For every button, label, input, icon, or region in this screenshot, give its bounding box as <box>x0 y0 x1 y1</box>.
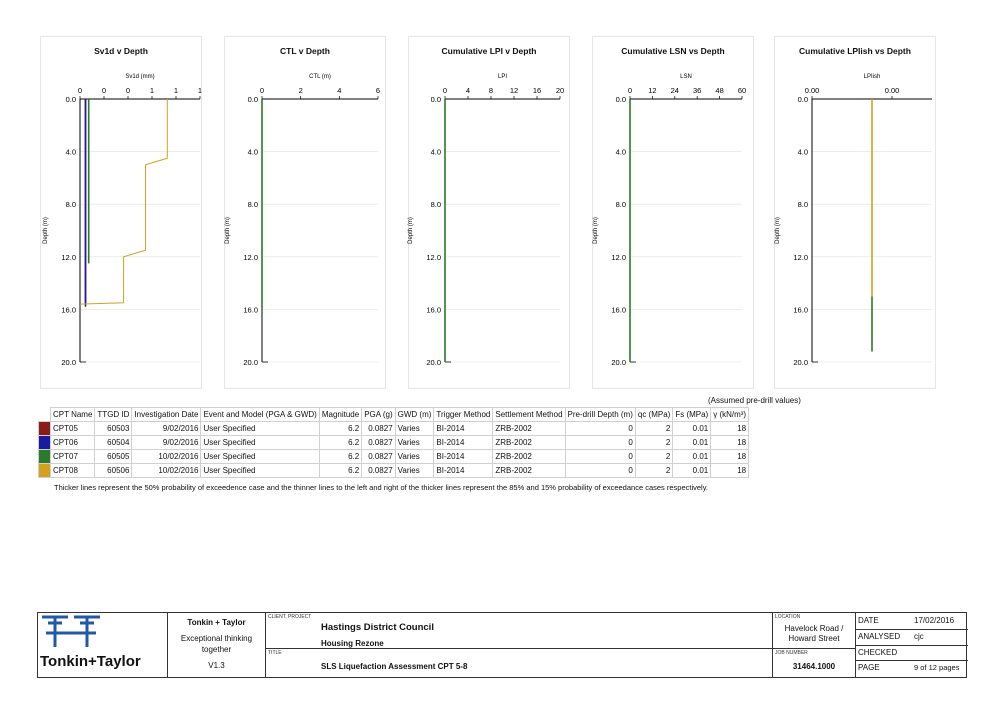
x-tick-label: 1 <box>173 86 179 95</box>
depth-tick-label: 20.0 <box>611 358 626 367</box>
depth-tick-label: 16.0 <box>426 305 441 315</box>
table-cell: 9/02/2016 <box>132 422 201 436</box>
table-cell: CPT05 <box>51 422 95 436</box>
location-label: LOCATION <box>775 614 801 620</box>
tagline-1: Exceptional thinking <box>180 634 253 643</box>
x-tick-label: 16 <box>532 86 542 95</box>
depth-tick-label: 12.0 <box>61 252 76 262</box>
table-cell: 0 <box>565 464 635 478</box>
depth-tick-label: 12.0 <box>243 252 258 262</box>
table-cell: 0 <box>565 436 635 450</box>
x-tick-label: 0 <box>627 86 633 95</box>
company-name: Tonkin + Taylor <box>187 618 246 627</box>
table-cell: BI-2014 <box>434 436 493 450</box>
table-cell: 6.2 <box>319 436 361 450</box>
table-cell: 6.2 <box>319 422 361 436</box>
y-axis-label: Depth (m) <box>43 217 49 244</box>
x-tick-label: 0 <box>259 86 265 95</box>
depth-tick-label: 20.0 <box>793 358 808 367</box>
analysed-value: cjc <box>914 632 924 641</box>
date-value: 17/02/2016 <box>914 616 955 625</box>
column-header: Settlement Method <box>493 408 565 422</box>
page-label: PAGE <box>858 663 880 672</box>
x-tick-label: 60 <box>737 86 747 95</box>
x-tick-label: 2 <box>298 86 303 95</box>
page-value: 9 of 12 pages <box>914 663 960 672</box>
x-tick-label: 4 <box>337 86 342 95</box>
depth-tick-label: 16.0 <box>611 305 626 315</box>
table-row <box>39 422 749 436</box>
column-header: γ (kN/m³) <box>711 408 749 422</box>
x-tick-label: 0.00 <box>804 86 820 95</box>
y-axis-label: Depth (m) <box>408 217 414 244</box>
x-axis-label: LPIish <box>863 74 881 80</box>
depth-tick-label: 16.0 <box>243 305 258 315</box>
depth-tick-label: 8.0 <box>797 200 808 210</box>
table-cell: Varies <box>395 464 434 478</box>
table-cell: 2 <box>635 422 672 436</box>
x-tick-label: 1 <box>149 86 155 95</box>
depth-tick-label: 16.0 <box>793 305 808 315</box>
location-line-2: Howard Street <box>788 634 840 643</box>
table-row <box>39 436 749 450</box>
table-cell: User Specified <box>201 436 319 450</box>
column-header: Event and Model (PGA & GWD) <box>201 408 319 422</box>
column-header: qc (MPa) <box>635 408 672 422</box>
x-tick-label: 24 <box>670 86 679 95</box>
y-axis-label: Depth (m) <box>775 217 781 244</box>
column-header: Magnitude <box>319 408 361 422</box>
table-cell: 18 <box>711 464 749 478</box>
table-cell: 0.0827 <box>362 464 395 478</box>
table-cell: 60506 <box>95 464 132 478</box>
table-cell: 0 <box>565 450 635 464</box>
depth-tick-label: 4.0 <box>247 147 258 157</box>
y-axis-label: Depth (m) <box>225 217 231 244</box>
table-cell: ZRB-2002 <box>493 422 565 436</box>
chart-title: Cumulative LPIish vs Depth <box>799 46 911 56</box>
title-block <box>37 612 967 678</box>
checked-label: CHECKED <box>858 648 898 657</box>
table-cell: Varies <box>395 450 434 464</box>
table-header-row <box>39 408 749 422</box>
job-number: 31464.1000 <box>792 662 836 671</box>
depth-tick-label: 12.0 <box>793 252 808 262</box>
x-axis-label: Sv1d (mm) <box>125 74 155 80</box>
x-tick-label: 12 <box>509 86 519 95</box>
table-cell: 0.0827 <box>362 450 395 464</box>
column-header: Fs (MPa) <box>673 408 711 422</box>
column-header: Investigation Date <box>132 408 201 422</box>
drawing-title: SLS Liquefaction Assessment CPT 5-8 <box>321 662 468 671</box>
depth-tick-label: 0.0 <box>615 95 626 104</box>
depth-tick-label: 4.0 <box>797 147 808 157</box>
depth-tick-label: 8.0 <box>65 200 76 210</box>
depth-tick-label: 16.0 <box>61 305 76 315</box>
depth-tick-label: 12.0 <box>611 252 626 262</box>
depth-tick-label: 8.0 <box>430 200 441 210</box>
depth-tick-label: 20.0 <box>426 358 441 367</box>
swatch-header <box>39 408 51 422</box>
x-tick-label: 0 <box>101 86 107 95</box>
x-tick-label: 0.00 <box>884 86 900 95</box>
table-cell: 60505 <box>95 450 132 464</box>
table-cell: BI-2014 <box>434 464 493 478</box>
depth-tick-label: 0.0 <box>797 95 808 104</box>
depth-tick-label: 8.0 <box>247 200 258 210</box>
table-cell: User Specified <box>201 464 319 478</box>
location-line-1: Havelock Road / <box>784 624 844 633</box>
table-cell: 10/02/2016 <box>132 450 201 464</box>
analysed-label: ANALYSED <box>858 632 901 641</box>
column-header: Trigger Method <box>434 408 493 422</box>
x-axis-label: CTL (m) <box>309 74 331 80</box>
series-color-swatch <box>39 450 51 464</box>
table-cell: ZRB-2002 <box>493 436 565 450</box>
table-cell: CPT07 <box>51 450 95 464</box>
chart-title: CTL v Depth <box>280 46 330 56</box>
depth-tick-label: 4.0 <box>65 147 76 157</box>
table-cell: ZRB-2002 <box>493 464 565 478</box>
column-header: GWD (m) <box>395 408 434 422</box>
x-tick-label: 1 <box>197 86 203 95</box>
chart-title: Cumulative LPI v Depth <box>441 46 537 56</box>
table-cell: 6.2 <box>319 450 361 464</box>
column-header: PGA (g) <box>362 408 395 422</box>
x-tick-label: 48 <box>715 86 724 95</box>
table-cell: 9/02/2016 <box>132 436 201 450</box>
chart-title: Cumulative LSN vs Depth <box>621 46 725 56</box>
x-axis-label: LSN <box>680 74 692 80</box>
table-cell: 60503 <box>95 422 132 436</box>
series-color-swatch <box>39 464 51 478</box>
depth-tick-label: 8.0 <box>615 200 626 210</box>
table-cell: 18 <box>711 436 749 450</box>
table-cell: 2 <box>635 436 672 450</box>
depth-tick-label: 0.0 <box>430 95 441 104</box>
x-tick-label: 0 <box>77 86 83 95</box>
series-color-swatch <box>39 436 51 450</box>
table-cell: 0.01 <box>673 422 711 436</box>
table-cell: BI-2014 <box>434 422 493 436</box>
column-header: CPT Name <box>51 408 95 422</box>
table-cell: User Specified <box>201 422 319 436</box>
tonkin-taylor-logo-icon <box>38 613 104 651</box>
table-cell: 18 <box>711 422 749 436</box>
table-note: Thicker lines represent the 50% probability of exceedence case and the thinner lines to the left and right of the thicker lines represent the 85% and 15% probability of exceedance cases respectively. <box>54 483 708 492</box>
table-cell: 0 <box>565 422 635 436</box>
table-cell: CPT06 <box>51 436 95 450</box>
table-cell: 0.0827 <box>362 422 395 436</box>
y-axis-label: Depth (m) <box>593 217 599 244</box>
table-cell: 2 <box>635 464 672 478</box>
x-tick-label: 6 <box>375 86 381 95</box>
table-cell: 0.0827 <box>362 436 395 450</box>
table-cell: 6.2 <box>319 464 361 478</box>
table-cell: ZRB-2002 <box>493 450 565 464</box>
table-cell: 0.01 <box>673 436 711 450</box>
table-cell: 10/02/2016 <box>132 464 201 478</box>
table-cell: BI-2014 <box>434 450 493 464</box>
table-cell: 0.01 <box>673 464 711 478</box>
title-label: TITLE <box>268 650 282 656</box>
date-label: DATE <box>858 616 879 625</box>
table-cell: 60504 <box>95 436 132 450</box>
logo-text: Tonkin+Taylor <box>40 653 141 670</box>
table-cell: Varies <box>395 422 434 436</box>
x-tick-label: 36 <box>693 86 702 95</box>
job-number-label: JOB NUMBER <box>775 650 808 656</box>
x-tick-label: 20 <box>555 86 565 95</box>
table-cell: 0.01 <box>673 450 711 464</box>
x-axis-label: LPI <box>497 74 508 80</box>
column-header: TTGD ID <box>95 408 132 422</box>
column-header: Pre-drill Depth (m) <box>565 408 635 422</box>
version: V1.3 <box>208 661 225 670</box>
table-row <box>39 464 749 478</box>
chart-title: Sv1d v Depth <box>94 46 148 56</box>
depth-tick-label: 4.0 <box>430 147 441 157</box>
table-cell: Varies <box>395 436 434 450</box>
client-name: Hastings District Council <box>321 622 434 633</box>
depth-tick-label: 20.0 <box>243 358 258 367</box>
table-cell: 2 <box>635 450 672 464</box>
table-cell: 18 <box>711 450 749 464</box>
x-tick-label: 12 <box>648 86 657 95</box>
tagline-2: together <box>201 645 232 654</box>
table-row <box>39 450 749 464</box>
x-tick-label: 8 <box>488 86 494 95</box>
x-tick-label: 4 <box>465 86 471 95</box>
depth-tick-label: 0.0 <box>247 95 258 104</box>
x-tick-label: 0 <box>442 86 448 95</box>
assumed-label: (Assumed pre-drill values) <box>708 396 801 405</box>
cpt-table <box>38 407 749 478</box>
depth-tick-label: 4.0 <box>615 147 626 157</box>
x-tick-label: 0 <box>125 86 131 95</box>
table-cell: CPT08 <box>51 464 95 478</box>
depth-tick-label: 12.0 <box>426 252 441 262</box>
client-label: CLIENT, PROJECT <box>268 614 312 620</box>
series-line-cpt08 <box>80 99 167 304</box>
depth-tick-label: 20.0 <box>61 358 76 367</box>
table-cell: User Specified <box>201 450 319 464</box>
series-color-swatch <box>39 422 51 436</box>
project-name: Housing Rezone <box>321 639 384 648</box>
depth-tick-label: 0.0 <box>65 95 76 104</box>
